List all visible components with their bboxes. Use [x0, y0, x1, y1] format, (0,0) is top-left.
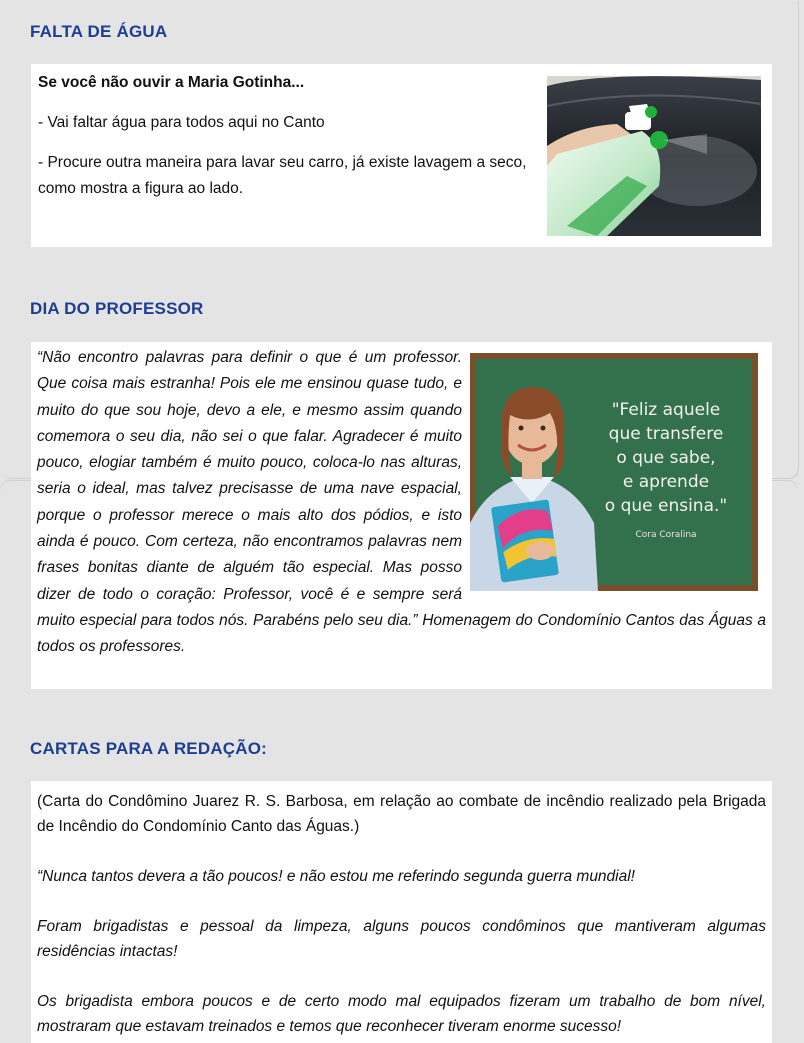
- water-line-1: - Vai faltar água para todos aqui no Canto: [38, 114, 325, 131]
- water-line-2: - Procure outra maneira para lavar seu carro, já existe lavagem a seco, como mostra a figura ao lado.: [38, 154, 527, 197]
- section-title-teacher: DIA DO PROFESSOR: [30, 299, 204, 318]
- section-title-water: FALTA DE ÁGUA: [30, 22, 168, 41]
- board-line-3: o que sabe,: [616, 448, 716, 468]
- section-title-letters: CARTAS PARA A REDAÇÃO:: [30, 739, 268, 758]
- letters-box: [31, 781, 772, 1043]
- letter-paragraph-1: “Nunca tantos devera a tão poucos! e não estou me referindo segunda guerra mundial!: [37, 868, 635, 885]
- board-line-5: o que ensina.": [604, 496, 728, 516]
- letter-intro: (Carta do Condômino Juarez R. S. Barbosa, em relação ao combate de incêndio realizado pela Brigada de Incêndio do Condomínio Canto das Águas.): [37, 793, 766, 835]
- water-notice-box: [31, 64, 772, 247]
- board-line-2: que transfere: [608, 424, 724, 444]
- board-author: Cora Coralina: [635, 530, 697, 540]
- teacher-tribute: Homenagem do Condomínio Cantos das Águas a todos os professores.: [37, 611, 767, 656]
- teacher-quote-text: “Não encontro palavras para definir o que é um professor. Que coisa mais estranha! Pois ele me ensinou quase tudo, e muito do que sou hoje, devo a ele, e mesmo assim quando comemora o seu dia, não sei o que falar. Agradecer é muito pouco, elogiar também é muito pouco, coloca-lo nas alturas, seria o ideal, mas talvez precisasse de uma nave espacial, porque o professor merece o mais alto dos pódios, e isto ainda é pouco. Com certeza, não encontramos palavras nem frases bonitas diante de alguém tão especial. Mas posso dizer de todo o coração: Professor, você é e sempre será muito especial para todos nós. Parabéns pelo seu dia.”: [37, 349, 462, 629]
- water-lead: Se você não ouvir a Maria Gotinha...: [38, 74, 305, 91]
- board-line-1: "Feliz aquele: [611, 400, 721, 420]
- teacher-day-box: [31, 342, 772, 689]
- letter-paragraph-2: Foram brigadistas e pessoal da limpeza, alguns poucos condôminos que mantiveram algumas residências intactas!: [37, 918, 766, 960]
- dry-car-wash-photo: [547, 76, 761, 236]
- letter-paragraph-3: Os brigadista embora poucos e de certo modo mal equipados fizeram um trabalho de bom nível, mostraram que estavam treinados e temos que reconhecer tiveram enorme sucesso!: [37, 993, 766, 1035]
- board-line-4: e aprende: [622, 472, 710, 492]
- teacher-chalkboard-photo: [470, 353, 758, 591]
